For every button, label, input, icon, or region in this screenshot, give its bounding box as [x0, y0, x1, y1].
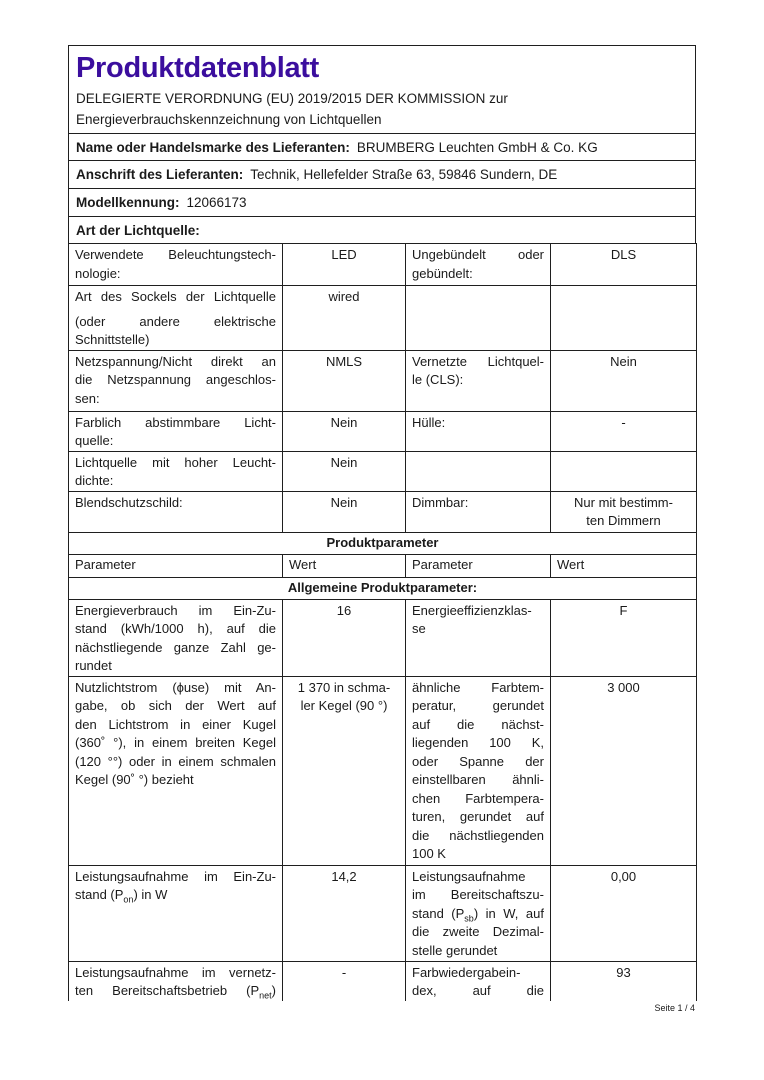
model-id-value: 12066173: [186, 195, 247, 210]
param-cell: Leistungsaufnahme im vernetz- ten Bereitschaftsbetrieb $(P_{net})$: [69, 961, 283, 1001]
column-header: Parameter: [69, 554, 283, 577]
param-cell: Farbwiedergabein- dex, auf die: [406, 961, 551, 1001]
table-row: [69, 286, 697, 351]
model-id-row: [68, 188, 696, 217]
value-cell: 1 370 in schma- ler Kegel (90 °): [283, 676, 406, 865]
param-cell: Verwendete Beleuchtungstech- nologie:: [69, 244, 283, 286]
param-cell: ähnliche Farbtem- peratur, gerundet auf die nächst- liegenden 100 K, oder Spanne der einstellbaren ähnli- chen Farbtempera- turen, gerundet auf die nächstliegenden 100 K: [406, 676, 551, 865]
value-cell: 3 000: [551, 676, 697, 865]
table-row: [69, 411, 697, 451]
table-row-cut-by-page-break: [69, 961, 697, 1001]
section-header-row: [69, 532, 697, 554]
value-cell: [551, 286, 697, 351]
param-cell: Art des Sockels der Lichtquelle (oder andere elektrische Schnittstelle): [69, 286, 283, 351]
column-header-row: [69, 554, 697, 577]
table-row: [69, 599, 697, 676]
value-cell: NMLS: [283, 350, 406, 411]
value-cell: [551, 451, 697, 491]
value-cell: 14,2: [283, 865, 406, 961]
param-cell: Leistungsaufnahme im Ein-Zu- stand $(P_{on})$ in W: [69, 865, 283, 961]
table-row: [69, 244, 697, 286]
supplier-address-value: Technik, Hellefelder Straße 63, 59846 Sundern, DE: [250, 167, 558, 182]
value-cell: F: [551, 599, 697, 676]
value-cell: wired: [283, 286, 406, 351]
title-block: [68, 45, 696, 134]
value-cell: Nein: [283, 491, 406, 532]
param-cell: Lichtquelle mit hoher Leucht- dichte:: [69, 451, 283, 491]
param-cell: Nutzlichtstrom (ϕuse) mit An- gabe, ob sich der Wert auf den Lichtstrom in einer Kugel (360˚ °), in einem breiten Kegel (120 °°) oder in einem schmalen Kegel (90˚ °) bezieht: [69, 676, 283, 865]
value-cell: 0,00: [551, 865, 697, 961]
supplier-name-value: BRUMBERG Leuchten GmbH & Co. KG: [356, 139, 598, 155]
table-row: [69, 676, 697, 865]
supplier-name-label: Name oder Handelsmarke des Lieferanten:: [76, 139, 350, 155]
param-cell: Ungebündelt oder gebündelt:: [406, 244, 551, 286]
column-header: Wert: [283, 554, 406, 577]
param-cell: [406, 451, 551, 491]
value-cell: 16: [283, 599, 406, 676]
parameter-table: [68, 243, 697, 1001]
value-cell: 93: [551, 961, 697, 1001]
column-header: Parameter: [406, 554, 551, 577]
param-cell: Netzspannung/Nicht direkt an die Netzspannung angeschlos- sen:: [69, 350, 283, 411]
table-row: [69, 491, 697, 532]
value-cell: Nur mit bestimm- ten Dimmern: [551, 491, 697, 532]
value-cell: Nein: [283, 411, 406, 451]
supplier-address-row: [68, 160, 696, 189]
table-row: [69, 451, 697, 491]
table-row: [69, 865, 697, 961]
page-title: Produktdatenblatt: [76, 52, 320, 84]
light-source-type-row: [68, 216, 696, 244]
table-row: [69, 350, 697, 411]
product-datasheet: [68, 45, 696, 1001]
allgemeine-header: Allgemeine Produktparameter:: [69, 577, 697, 599]
param-cell: Leistungsaufnahme im Bereitschaftszu- stand $(P_{sb})$ in W, auf die zweite Dezimal- stelle gerundet: [406, 865, 551, 961]
value-cell: -: [283, 961, 406, 1001]
produktparameter-header: Produktparameter: [69, 532, 697, 554]
light-source-type-label: Art der Lichtquelle:: [76, 222, 200, 238]
value-cell: DLS: [551, 244, 697, 286]
param-cell: Farblich abstimmbare Licht- quelle:: [69, 411, 283, 451]
param-cell: [406, 286, 551, 351]
param-cell: Energieeffizienzklas- se: [406, 599, 551, 676]
section-header-row: [69, 577, 697, 599]
value-cell: -: [551, 411, 697, 451]
param-cell: Dimmbar:: [406, 491, 551, 532]
model-id-label: Modellkennung:: [76, 195, 180, 210]
page-number: Seite 1 / 4: [654, 1003, 695, 1013]
param-cell: Energieverbrauch im Ein-Zu- stand (kWh/1000 h), auf die nächstliegende ganze Zahl ge- rundet: [69, 599, 283, 676]
param-cell: Vernetzte Lichtquel- le (CLS):: [406, 350, 551, 411]
value-cell: Nein: [551, 350, 697, 411]
regulation-subtitle: DELEGIERTE VERORDNUNG (EU) 2019/2015 DER KOMMISSION zur Energieverbrauchskennzeichnung von Lichtquellen: [76, 91, 508, 127]
value-cell: LED: [283, 244, 406, 286]
column-header: Wert: [551, 554, 697, 577]
supplier-name-row: [68, 133, 696, 161]
value-cell: Nein: [283, 451, 406, 491]
param-cell: Blendschutzschild:: [69, 491, 283, 532]
supplier-address-label: Anschrift des Lieferanten:: [76, 167, 244, 182]
param-cell: Hülle:: [406, 411, 551, 451]
